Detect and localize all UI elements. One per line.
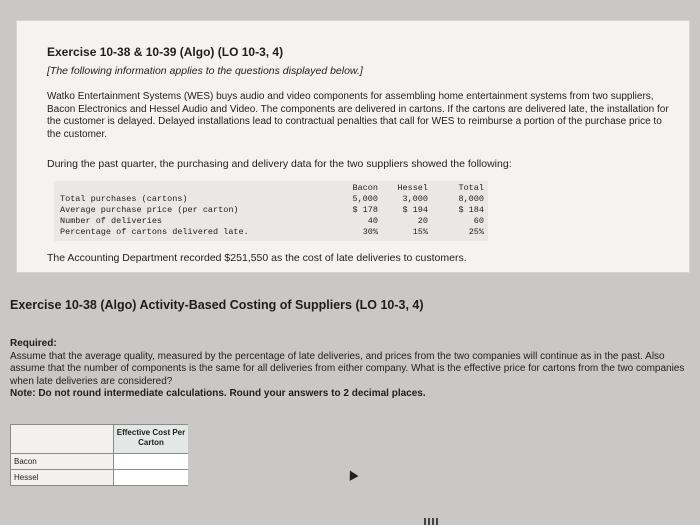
row-label: Percentage of cartons delivered late. — [60, 227, 249, 237]
supplier-data-table — [54, 181, 488, 241]
header-bacon: Bacon — [352, 183, 378, 193]
header-total: Total — [458, 183, 484, 193]
required-text: Assume that the average quality, measured by the percentage of late deliveries, and prices from the two companies will continue as in the past. Also assume that the number of components is the same for all deliveries from either company. What is the effective price for cartons from the two companies when late deliveries are considered? — [10, 350, 685, 387]
hessel-effective-cost-input[interactable] — [113, 470, 188, 485]
required-label: Required: — [10, 338, 57, 349]
table-header-row — [54, 183, 488, 194]
rounding-note: Note: Do not round intermediate calculations. Round your answers to 2 decimal places. — [10, 388, 426, 399]
exercise-title: Exercise 10-38 & 10-39 (Algo) (LO 10-3, 4) — [47, 45, 284, 59]
cell: $ 184 — [458, 205, 484, 215]
cell: 25% — [468, 227, 484, 237]
answer-row-label: Hessel — [14, 473, 39, 482]
answer-row-label: Bacon — [14, 457, 37, 466]
cell: 20 — [417, 216, 428, 226]
cell: 5,000 — [352, 194, 378, 204]
header-hessel: Hessel — [397, 183, 428, 193]
answer-row-hessel — [11, 469, 188, 485]
info-note: [The following information applies to the questions displayed below.] — [47, 65, 363, 77]
cell: 60 — [473, 216, 484, 226]
late-cost-note: The Accounting Department recorded $251,550 as the cost of late deliveries to customers. — [47, 252, 467, 264]
cell: $ 178 — [352, 205, 378, 215]
data-intro: During the past quarter, the purchasing and delivery data for the two suppliers showed the following: — [47, 158, 512, 170]
cell: 30% — [362, 227, 378, 237]
row-label: Total purchases (cartons) — [60, 194, 188, 204]
cell: 8,000 — [458, 194, 484, 204]
table-row — [54, 227, 488, 238]
cell: 40 — [367, 216, 378, 226]
table-row — [54, 205, 488, 216]
cell: 3,000 — [402, 194, 428, 204]
section-title: Exercise 10-38 (Algo) Activity-Based Costing of Suppliers (LO 10-3, 4) — [10, 298, 424, 312]
row-label: Average purchase price (per carton) — [60, 205, 239, 215]
cell: 15% — [412, 227, 428, 237]
row-label: Number of deliveries — [60, 216, 163, 226]
problem-card — [16, 20, 690, 273]
answer-row-bacon — [11, 453, 188, 469]
scroll-indicator-icon — [424, 518, 438, 525]
cell: $ 194 — [402, 205, 428, 215]
problem-paragraph: Watko Entertainment Systems (WES) buys audio and video components for assembling home entertainment systems from two suppliers, Bacon Electronics and Hessel Audio and Video. The components are delivered in cartons. If the cartons are delivered late, the installation for the customer is delayed. Delayed installations lead to contractual penalties that call for WES to reimburse a portion of the purchase price to the customer. — [47, 91, 669, 140]
bacon-effective-cost-input[interactable] — [113, 454, 188, 469]
mouse-cursor-icon — [345, 468, 358, 481]
table-row — [54, 216, 488, 227]
required-block — [10, 338, 696, 401]
answer-column-header: Effective Cost Per Carton — [113, 425, 188, 453]
answer-table — [10, 424, 188, 486]
table-row — [54, 194, 488, 205]
